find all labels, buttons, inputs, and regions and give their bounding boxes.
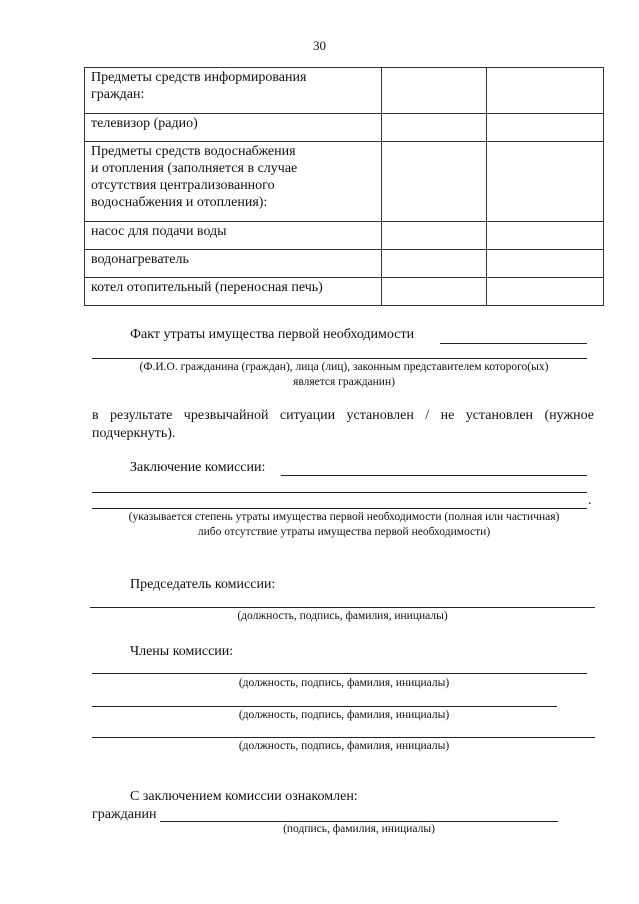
member-signature-line-1[interactable] [92,673,587,674]
member-signature-line-2[interactable] [92,706,557,707]
item-label-line: телевизор (радио) [91,116,198,131]
conclusion-line-3[interactable] [92,508,587,509]
fact-caption-2: является гражданин) [293,376,395,388]
member-caption-2: (должность, подпись, фамилия, инициалы) [238,709,450,721]
value-cell-3[interactable] [487,222,604,250]
fact-name-line[interactable] [92,358,587,359]
fact-caption-1: (Ф.И.О. гражданина (граждан), лица (лиц), законным представителем которого(ых) [139,361,549,373]
value-cell-2[interactable] [381,250,487,278]
value-cell-2[interactable] [381,114,487,142]
item-label-cell [85,142,382,222]
table-row [85,222,604,250]
item-label-cell [85,250,382,278]
item-label-line: водонагреватель [91,252,189,267]
conclusion-end-dot: . [588,493,592,508]
conclusion-label: Заключение комиссии: [130,460,266,475]
value-cell-2[interactable] [381,68,487,114]
item-label-line: Предметы средств водоснабжения [91,144,296,159]
item-label-line: граждан: [91,87,145,102]
table-row [85,250,604,278]
fact-label: Факт утраты имущества первой необходимости [130,327,415,342]
item-label-line: водоснабжения и отопления): [91,195,268,210]
chairman-signature-line[interactable] [90,607,595,608]
value-cell-3[interactable] [487,68,604,114]
fact-result-line-2: подчеркнуть). [92,426,176,441]
table-row [85,142,604,222]
member-signature-line-3[interactable] [92,737,595,738]
item-label-cell [85,278,382,306]
conclusion-line-2[interactable] [92,492,587,493]
page-number: 30 [313,38,326,53]
value-cell-2[interactable] [381,142,487,222]
citizen-label: гражданин [92,807,157,822]
citizen-caption: (подпись, фамилия, инициалы) [283,823,435,835]
value-cell-3[interactable] [487,278,604,306]
value-cell-2[interactable] [381,222,487,250]
item-label-line: Предметы средств информирования [91,70,307,85]
value-cell-3[interactable] [487,114,604,142]
member-caption-1: (должность, подпись, фамилия, инициалы) [238,677,450,689]
member-caption-3: (должность, подпись, фамилия, инициалы) [238,740,450,752]
item-label-line: насос для подачи воды [91,224,227,239]
item-label-line: котел отопительный (переносная печь) [91,280,323,295]
fact-entry-line[interactable] [440,343,587,344]
item-label-cell [85,68,382,114]
conclusion-line-1[interactable] [281,475,587,476]
fact-result-line-1: в результате чрезвычайной ситуации установлен / не установлен (нужное [92,408,594,423]
value-cell-3[interactable] [487,142,604,222]
table-row [85,68,604,114]
value-cell-3[interactable] [487,250,604,278]
value-cell-2[interactable] [381,278,487,306]
item-label-line: и отопления (заполняется в случае [91,161,298,176]
property-table [84,67,604,306]
table-row [85,114,604,142]
item-label-line: отсутствия централизованного [91,178,275,193]
conclusion-caption-2: либо отсутствие утраты имущества первой необходимости) [197,526,491,538]
acquainted-label: С заключением комиссии ознакомлен: [130,789,358,804]
table-row [85,278,604,306]
item-label-cell [85,222,382,250]
chairman-caption: (должность, подпись, фамилия, инициалы) [237,610,448,622]
members-label: Члены комиссии: [130,644,234,659]
conclusion-caption-1: (указывается степень утраты имущества первой необходимости (полная или частичная) [128,511,560,523]
item-label-cell [85,114,382,142]
chairman-label: Председатель комиссии: [130,577,276,592]
